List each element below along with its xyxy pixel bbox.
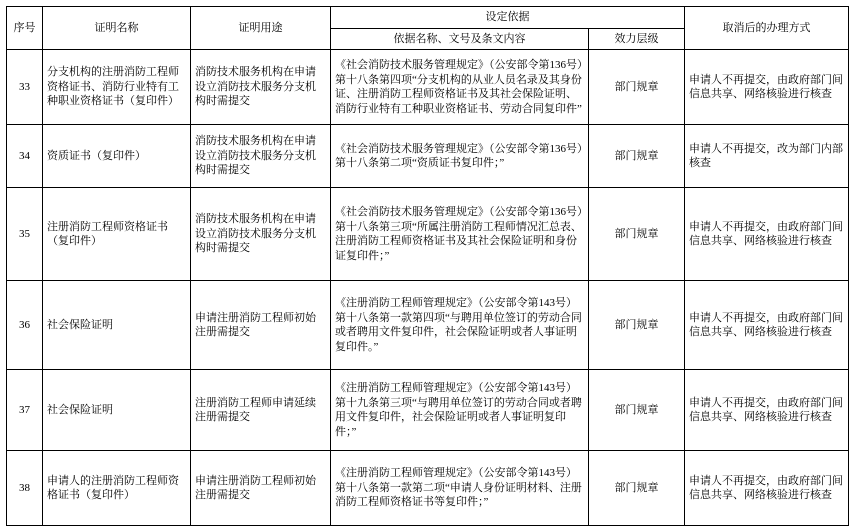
table-row bbox=[7, 451, 849, 526]
cell-use: 消防技术服务机构在申请设立消防技术服务分支机构时需提交 bbox=[191, 50, 331, 125]
cell-after: 申请人不再提交，改为部门内部核查 bbox=[685, 125, 849, 188]
cell-basis: 《注册消防工程师管理规定》（公安部令第143号）第十八条第一款第二项“申请人身份证明材料、注册消防工程师资格证书等复印件；” bbox=[331, 451, 589, 526]
column-header-basis-detail: 依据名称、文号及条文内容 bbox=[331, 28, 589, 50]
cell-use: 消防技术服务机构在申请设立消防技术服务分支机构时需提交 bbox=[191, 188, 331, 281]
column-header-seq: 序号 bbox=[7, 7, 43, 50]
cell-use: 注册消防工程师申请延续注册需提交 bbox=[191, 370, 331, 451]
cell-basis: 《社会消防技术服务管理规定》（公安部令第136号）第十八条第三项“所属注册消防工程师情况汇总表、注册消防工程师资格证书及其社会保险证明和身份证复印件；” bbox=[331, 188, 589, 281]
cell-seq: 33 bbox=[7, 50, 43, 125]
column-header-use: 证明用途 bbox=[191, 7, 331, 50]
table-row bbox=[7, 188, 849, 281]
table-row bbox=[7, 370, 849, 451]
column-header-after: 取消后的办理方式 bbox=[685, 7, 849, 50]
cell-use: 申请注册消防工程师初始注册需提交 bbox=[191, 451, 331, 526]
cell-after: 申请人不再提交，由政府部门间信息共享、网络核验进行核查 bbox=[685, 281, 849, 370]
cell-seq: 37 bbox=[7, 370, 43, 451]
cell-name: 社会保险证明 bbox=[43, 370, 191, 451]
certificate-cancellation-table bbox=[6, 6, 849, 526]
cell-name: 分支机构的注册消防工程师资格证书、消防行业特有工种职业资格证书（复印件） bbox=[43, 50, 191, 125]
cell-level: 部门规章 bbox=[589, 50, 685, 125]
cell-name: 申请人的注册消防工程师资格证书（复印件） bbox=[43, 451, 191, 526]
cell-basis: 《社会消防技术服务管理规定》（公安部令第136号）第十八条第四项“分支机构的从业人员名录及其身份证、注册消防工程师资格证书及其社会保险证明、消防行业特有工种职业资格证书、劳动合同复印件” bbox=[331, 50, 589, 125]
table-row bbox=[7, 50, 849, 125]
cell-seq: 36 bbox=[7, 281, 43, 370]
cell-seq: 35 bbox=[7, 188, 43, 281]
table-row bbox=[7, 125, 849, 188]
cell-seq: 38 bbox=[7, 451, 43, 526]
cell-name: 注册消防工程师资格证书（复印件） bbox=[43, 188, 191, 281]
cell-basis: 《社会消防技术服务管理规定》（公安部令第136号）第十八条第二项“资质证书复印件；” bbox=[331, 125, 589, 188]
column-header-name: 证明名称 bbox=[43, 7, 191, 50]
column-header-basis-group: 设定依据 bbox=[331, 7, 685, 29]
column-header-level: 效力层级 bbox=[589, 28, 685, 50]
cell-name: 资质证书（复印件） bbox=[43, 125, 191, 188]
cell-use: 申请注册消防工程师初始注册需提交 bbox=[191, 281, 331, 370]
cell-level: 部门规章 bbox=[589, 451, 685, 526]
table-body bbox=[7, 50, 849, 526]
cell-after: 申请人不再提交，由政府部门间信息共享、网络核验进行核查 bbox=[685, 370, 849, 451]
cell-after: 申请人不再提交，由政府部门间信息共享、网络核验进行核查 bbox=[685, 451, 849, 526]
cell-use: 消防技术服务机构在申请设立消防技术服务分支机构时需提交 bbox=[191, 125, 331, 188]
cell-after: 申请人不再提交，由政府部门间信息共享、网络核验进行核查 bbox=[685, 50, 849, 125]
table-row bbox=[7, 281, 849, 370]
cell-seq: 34 bbox=[7, 125, 43, 188]
table-header bbox=[7, 7, 849, 50]
cell-level: 部门规章 bbox=[589, 370, 685, 451]
cell-name: 社会保险证明 bbox=[43, 281, 191, 370]
table-header-row-1 bbox=[7, 7, 849, 29]
cell-after: 申请人不再提交，由政府部门间信息共享、网络核验进行核查 bbox=[685, 188, 849, 281]
cell-level: 部门规章 bbox=[589, 188, 685, 281]
cell-level: 部门规章 bbox=[589, 281, 685, 370]
cell-basis: 《注册消防工程师管理规定》（公安部令第143号）第十九条第三项“与聘用单位签订的劳动合同或者聘用文件复印件，社会保险证明或者人事证明复印件；” bbox=[331, 370, 589, 451]
cell-basis: 《注册消防工程师管理规定》（公安部令第143号）第十八条第一款第四项“与聘用单位签订的劳动合同或者聘用文件复印件，社会保险证明或者人事证明复印件。” bbox=[331, 281, 589, 370]
cell-level: 部门规章 bbox=[589, 125, 685, 188]
